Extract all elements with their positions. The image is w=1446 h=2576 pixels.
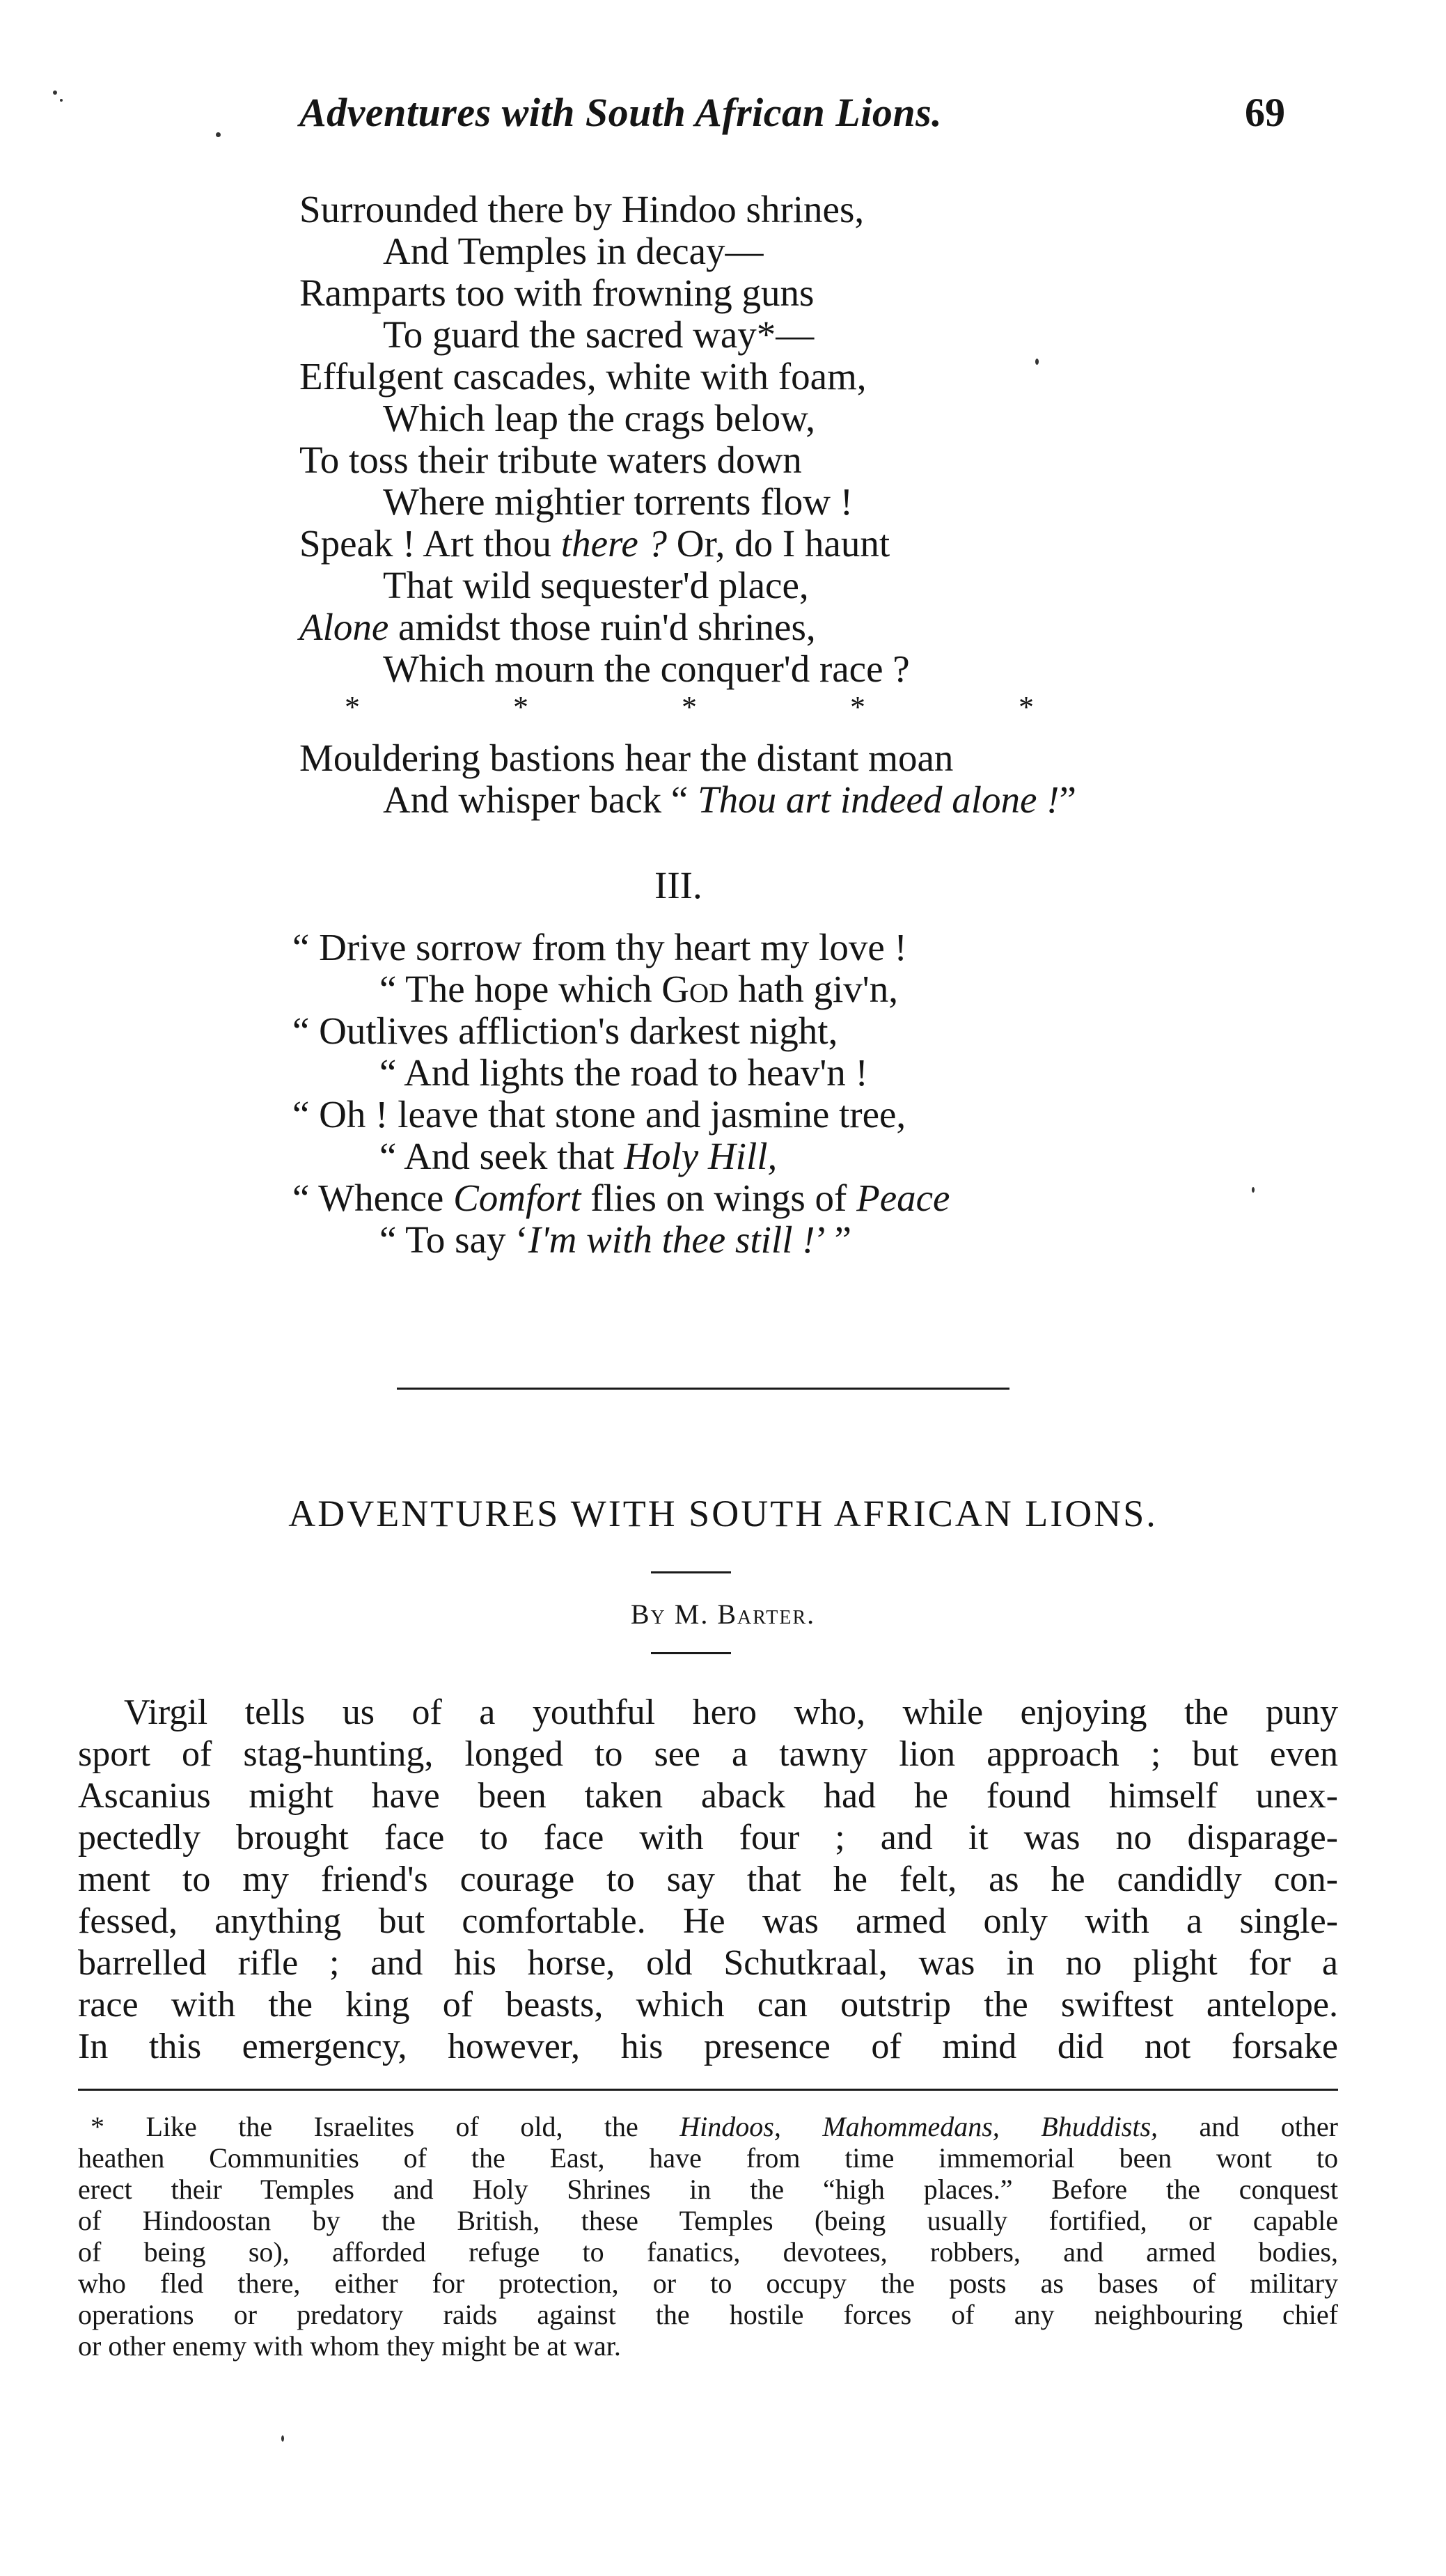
poem-line: Where mightier torrents flow ! bbox=[383, 480, 854, 523]
body-text-line: race with the king of beasts, which can outstrip the swiftest antelope. bbox=[78, 1985, 1338, 2025]
body-text-line: Ascanius might have been taken aback had he found himself unex- bbox=[78, 1776, 1338, 1816]
running-title: Adventures with South African Lions. bbox=[299, 90, 943, 135]
poem-line: Which mourn the conquer'd race ? bbox=[383, 647, 910, 690]
body-text-line: sport of stag-hunting, longed to see a tawny lion approach ; but even bbox=[78, 1734, 1338, 1774]
footnote-line: who fled there, either for protection, or to occupy the posts as bases of military bbox=[78, 2268, 1338, 2299]
poem-line: “ Oh ! leave that stone and jasmine tree, bbox=[292, 1093, 906, 1136]
poem-line: Which leap the crags below, bbox=[383, 397, 816, 439]
poem-line: “ Outlives affliction's darkest night, bbox=[292, 1010, 838, 1052]
section-break-stars: * * * * * bbox=[345, 690, 1034, 724]
footnote-line: * Like the Israelites of old, the Hindoos, Mahommedans, Bhuddists, and other bbox=[91, 2111, 1338, 2142]
body-text-line: barrelled rifle ; and his horse, old Schutkraal, was in no plight for a bbox=[78, 1943, 1338, 1983]
poem-line: To guard the sacred way*— bbox=[383, 313, 815, 356]
scan-speck bbox=[281, 2435, 284, 2442]
body-text-line: Virgil tells us of a youthful hero who, while enjoying the puny bbox=[124, 1693, 1338, 1732]
scan-speck bbox=[1252, 1187, 1255, 1193]
poem-line: “ And lights the road to heav'n ! bbox=[379, 1051, 868, 1094]
byline-rule bbox=[651, 1652, 731, 1654]
article-title: ADVENTURES WITH SOUTH AFRICAN LIONS. bbox=[288, 1493, 1158, 1534]
section-divider bbox=[397, 1388, 1009, 1390]
poem-line: “ Drive sorrow from thy heart my love ! bbox=[292, 926, 907, 968]
poem-line: And Temples in decay— bbox=[383, 230, 764, 272]
poem-line: Alone amidst those ruin'd shrines, bbox=[299, 606, 816, 648]
byline: By M. Barter. bbox=[630, 1599, 816, 1630]
poem-line: To toss their tribute waters down bbox=[299, 439, 802, 481]
poem-line: Effulgent cascades, white with foam, bbox=[299, 355, 867, 398]
footnote-rule bbox=[78, 2089, 1338, 2091]
poem-line: Surrounded there by Hindoo shrines, bbox=[299, 188, 865, 230]
poem-line: “ Whence Comfort flies on wings of Peace bbox=[292, 1177, 950, 1219]
footnote-line: operations or predatory raids against the hostile forces of any neighbouring chief bbox=[78, 2299, 1338, 2330]
poem-line: “ The hope which God hath giv'n, bbox=[379, 968, 898, 1010]
scan-speck bbox=[216, 132, 221, 137]
poem-line: Speak ! Art thou there ? Or, do I haunt bbox=[299, 522, 890, 565]
footnote-line: of being so), afforded refuge to fanatics, devotees, robbers, and armed bodies, bbox=[78, 2236, 1338, 2268]
footnote-line: heathen Communities of the East, have from time immemorial been wont to bbox=[78, 2142, 1338, 2174]
body-text-line: ment to my friend's courage to say that he felt, as he candidly con- bbox=[78, 1860, 1338, 1899]
body-text-line: pectedly brought face to face with four ; and it was no disparage- bbox=[78, 1818, 1338, 1858]
page-number: 69 bbox=[1245, 90, 1285, 135]
scan-speck bbox=[53, 91, 57, 95]
poem-line: “ And seek that Holy Hill, bbox=[379, 1135, 778, 1177]
footnote-line: erect their Temples and Holy Shrines in the “high places.” Before the conquest bbox=[78, 2174, 1338, 2205]
poem-line: Mouldering bastions hear the distant moan bbox=[299, 737, 954, 779]
poem-line: And whisper back “ Thou art indeed alone !” bbox=[383, 778, 1076, 821]
body-text-line: fessed, anything but comfortable. He was armed only with a single- bbox=[78, 1901, 1338, 1941]
section-numeral: III. bbox=[654, 864, 702, 906]
footnote-line: of Hindoostan by the British, these Temples (being usually fortified, or capable bbox=[78, 2205, 1338, 2236]
footnote-line: or other enemy with whom they might be at war. bbox=[78, 2330, 621, 2362]
title-rule bbox=[651, 1571, 731, 1573]
scan-speck bbox=[60, 99, 63, 102]
scan-speck bbox=[1035, 359, 1039, 365]
body-text-line: In this emergency, however, his presence of mind did not forsake bbox=[78, 2027, 1338, 2066]
poem-line: That wild sequester'd place, bbox=[383, 564, 809, 606]
poem-line: Ramparts too with frowning guns bbox=[299, 272, 815, 314]
poem-line: “ To say ‘I'm with thee still !’ ” bbox=[379, 1218, 851, 1261]
